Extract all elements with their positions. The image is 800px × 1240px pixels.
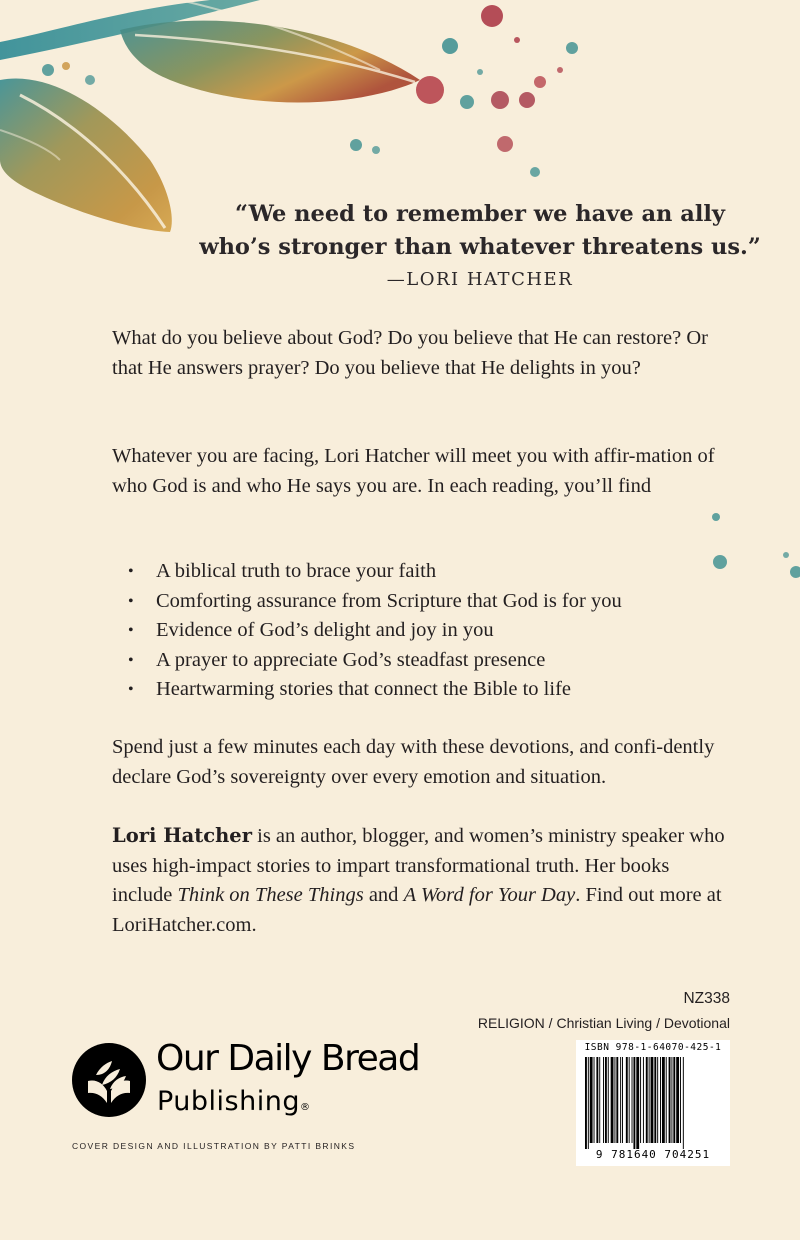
isbn-label: ISBN 978-1-64070-425-1 — [584, 1042, 722, 1053]
quote-line-1: “We need to remember we have an ally — [235, 201, 725, 227]
second-paragraph: Whatever you are facing, Lori Hatcher will meet you with affir-mation of who God is and who He says you are. In each reading, you’ll find — [112, 445, 715, 497]
barcode-bar — [649, 1057, 650, 1143]
barcode-bar — [662, 1057, 665, 1143]
barcode-bar — [614, 1057, 615, 1143]
list-item: • A prayer to appreciate God’s steadfast presence — [128, 646, 622, 676]
barcode-bar — [626, 1057, 628, 1143]
barcode-bar — [651, 1057, 654, 1143]
quote-line-2: who’s stronger than whatever threatens us.” — [199, 234, 761, 260]
barcode — [576, 1040, 730, 1166]
barcode-bar — [603, 1057, 604, 1143]
barcode-bar — [673, 1057, 675, 1143]
barcode-bars — [583, 1057, 723, 1149]
barcode-bar — [636, 1057, 639, 1149]
leaf-illustration — [0, 0, 800, 600]
barcode-bar — [605, 1057, 607, 1143]
barcode-bar — [594, 1057, 595, 1143]
barcode-bar — [632, 1057, 633, 1143]
cover-credit: COVER DESIGN AND ILLUSTRATION BY PATTI BRINKS — [72, 1141, 356, 1151]
barcode-bar — [629, 1057, 630, 1143]
barcode-bar — [633, 1057, 635, 1149]
feature-list — [128, 557, 622, 705]
closing-paragraph: Spend just a few minutes each day with these devotions, and confi-dently declare God’s sovereignty over every emotion and situation. — [112, 736, 715, 788]
book-title-2: A Word for Your Day — [403, 884, 576, 906]
barcode-bar — [596, 1057, 598, 1143]
barcode-bar — [622, 1057, 623, 1143]
barcode-bar — [643, 1057, 644, 1143]
barcode-digits: 9 781640 704251 — [595, 1148, 711, 1161]
barcode-bar — [660, 1057, 661, 1143]
barcode-bar — [611, 1057, 614, 1143]
publisher-subname — [157, 1086, 310, 1117]
barcode-bar — [588, 1057, 589, 1149]
bisac-category: RELIGION / Christian Living / Devotional — [477, 1015, 730, 1031]
author-bio — [112, 821, 732, 940]
sku-code: NZ338 — [683, 990, 730, 1007]
barcode-bar — [599, 1057, 600, 1143]
barcode-bar — [654, 1057, 656, 1143]
author-name: Lori Hatcher — [112, 824, 252, 847]
list-item: • Comforting assurance from Scripture that God is for you — [128, 587, 622, 617]
bio-conjunction: and — [363, 884, 404, 906]
barcode-bar — [657, 1057, 658, 1143]
barcode-bar — [671, 1057, 672, 1143]
barcode-bar — [620, 1057, 621, 1143]
barcode-bar — [608, 1057, 609, 1143]
open-book-leaves-icon — [72, 1043, 146, 1117]
publisher-subname-text: Publishing — [157, 1086, 300, 1117]
barcode-bar — [680, 1057, 681, 1143]
intro-paragraph: What do you believe about God? Do you believe that He can restore? Or that He answers prayer? Do you believe that He delights in you? — [112, 327, 708, 379]
pull-quote — [190, 198, 770, 290]
list-item: • Heartwarming stories that connect the Bible to life — [128, 675, 622, 705]
barcode-bar — [676, 1057, 679, 1143]
barcode-bar — [683, 1057, 684, 1149]
registered-mark: ® — [300, 1102, 310, 1113]
quote-attribution: —LORI HATCHER — [386, 269, 574, 290]
barcode-bar — [585, 1057, 587, 1149]
barcode-bar — [616, 1057, 618, 1143]
bio-text-2: . Find out more at LoriHatcher.com. — [112, 884, 722, 936]
bio-text-1: is an author, blogger, and women’s ministry speaker who uses high-impact stories to impart transformational truth. Her books include — [112, 825, 725, 906]
barcode-bar — [646, 1057, 648, 1143]
list-item: • Evidence of God’s delight and joy in you — [128, 616, 622, 646]
book-title-1: Think on These Things — [177, 884, 364, 906]
barcode-bar — [666, 1057, 667, 1143]
list-item: • A biblical truth to brace your faith — [128, 557, 622, 587]
publisher-name: Our Daily Bread — [156, 1038, 420, 1079]
barcode-bar — [669, 1057, 671, 1143]
barcode-bar — [640, 1057, 641, 1143]
barcode-bar — [590, 1057, 593, 1143]
